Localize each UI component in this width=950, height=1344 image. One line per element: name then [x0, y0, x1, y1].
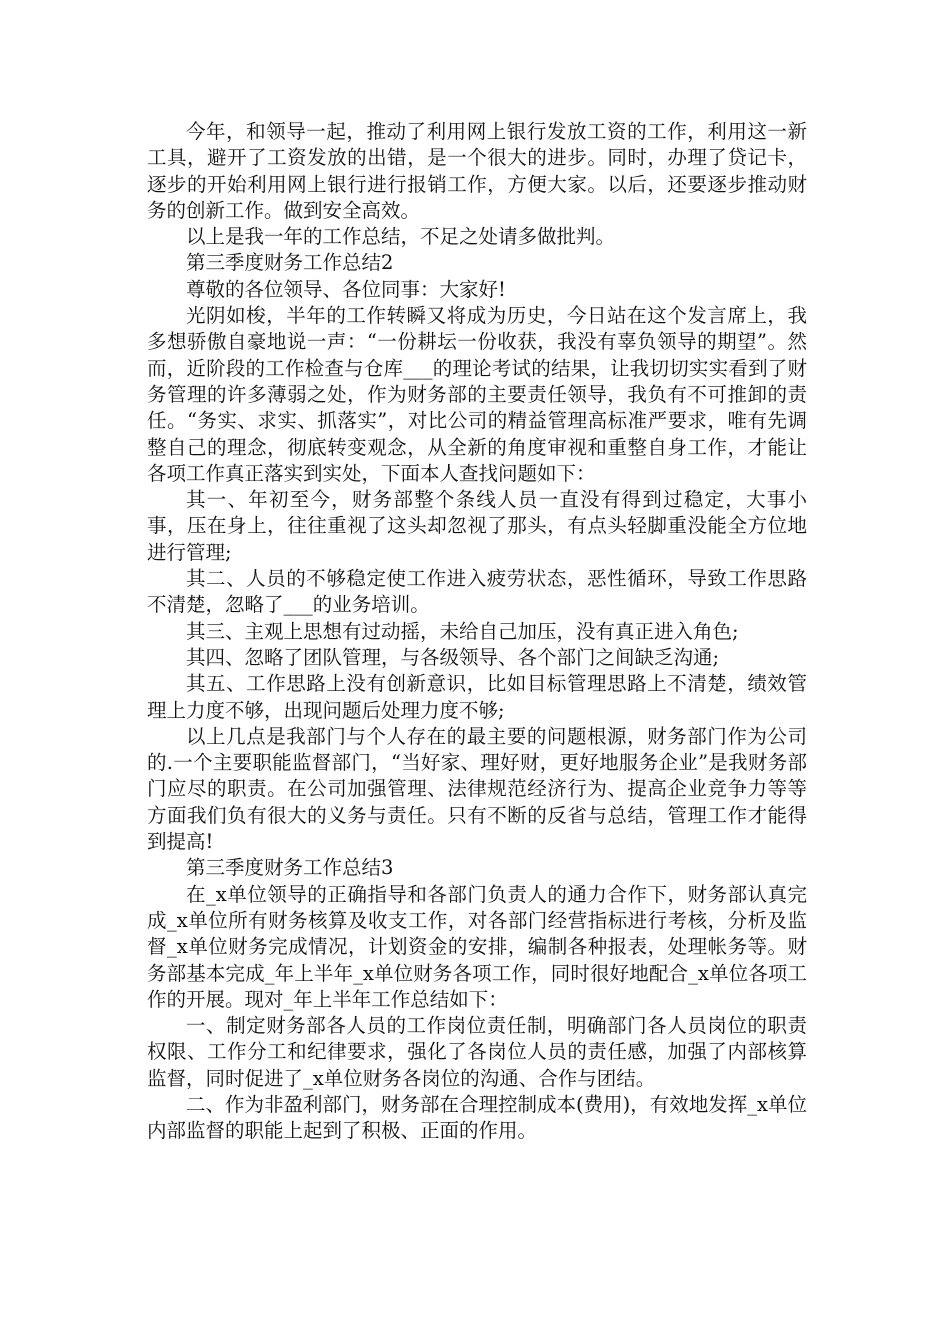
paragraph-intro: 光阴如梭，半年的工作转瞬又将成为历史，今日站在这个发言席上，我多想骄傲自豪地说一声：“一份耕坛一份收获，我没有辜负领导的期望”。然而，近阶段的工作检查与仓库___的理论考试的结果，让我切切实实看到了财务管理的许多薄弱之处，作为财务部的主要责任领导，我负有不可推卸的责任。“务实、求实、抓落实”，对比公司的精益管理高标准严要求，唯有先调整自己的理念，彻底转变观念，从全新的角度审视和重整自身工作，才能让各项工作真正落实到实处，下面本人查找问题如下：: [147, 304, 807, 485]
paragraph-issue-2: 其二、人员的不够稳定使工作进入疲劳状态，恶性循环，导致工作思路不清楚，忽略了___的业务培训。: [147, 567, 807, 617]
paragraph-issue-3: 其三、主观上思想有过动摇，未给自己加压，没有真正进入角色;: [186, 619, 739, 643]
paragraph-online-banking: 今年，和领导一起，推动了利用网上银行发放工资的工作，利用这一新工具，避开了工资发放的出错，是一个很大的进步。同时，办理了贷记卡，逐步的开始利用网上银行进行报销工作，方便大家。以后，还要逐步推动财务的创新工作。做到安全高效。: [147, 120, 807, 222]
section-heading-3: 第三季度财务工作总结3: [186, 856, 394, 880]
section-heading-2: 第三季度财务工作总结2: [186, 251, 394, 275]
paragraph-issue-4: 其四、忽略了团队管理，与各级领导、各个部门之间缺乏沟通;: [186, 645, 720, 669]
paragraph-section3-intro: 在_x单位领导的正确指导和各部门负责人的通力合作下，财务部认真完成_x单位所有财务核算及收支工作，对各部门经营指标进行考核，分析及监督_x单位财务完成情况，计划资金的安排，编制各种报表，处理帐务等。财务部基本完成_年上半年_x单位财务各项工作，同时很好地配合_x单位各项工作的开展。现对_年上半年工作总结如下：: [147, 882, 807, 1011]
paragraph-summary: 以上几点是我部门与个人存在的最主要的问题根源，财务部门作为公司的.一个主要职能监督部门，“当好家、理好财，更好地服务企业”是我财务部门应尽的职责。在公司加强管理、法律规范经济行为、提高企业竞争力等等方面我们负有很大的义务与责任。只有不断的反省与总结，管理工作才能得到提高!: [147, 724, 807, 854]
paragraph-greeting: 尊敬的各位领导、各位同事：大家好!: [186, 277, 506, 301]
paragraph-closing-remark: 以上是我一年的工作总结，不足之处请多做批判。: [186, 225, 616, 249]
paragraph-point-1: 一、制定财务部各人员的工作岗位责任制，明确部门各人员岗位的职责权限、工作分工和纪律要求，强化了各岗位人员的责任感，加强了内部核算监督，同时促进了_x单位财务各岗位的沟通、合作与团结。: [147, 1014, 807, 1090]
paragraph-issue-1: 其一、年初至今，财务部整个条线人员一直没有得到过稳定，大事小事，压在身上，往往重视了这头却忽视了那头，有点头轻脚重没能全方位地进行管理;: [147, 488, 807, 564]
paragraph-point-2: 二、作为非盈利部门，财务部在合理控制成本(费用)，有效地发挥_x单位内部监督的职能上起到了积极、正面的作用。: [147, 1092, 807, 1143]
paragraph-issue-5: 其五、工作思路上没有创新意识，比如目标管理思路上不清楚，绩效管理上力度不够，出现问题后处理力度不够;: [147, 672, 807, 722]
document-body: [147, 119, 807, 1145]
